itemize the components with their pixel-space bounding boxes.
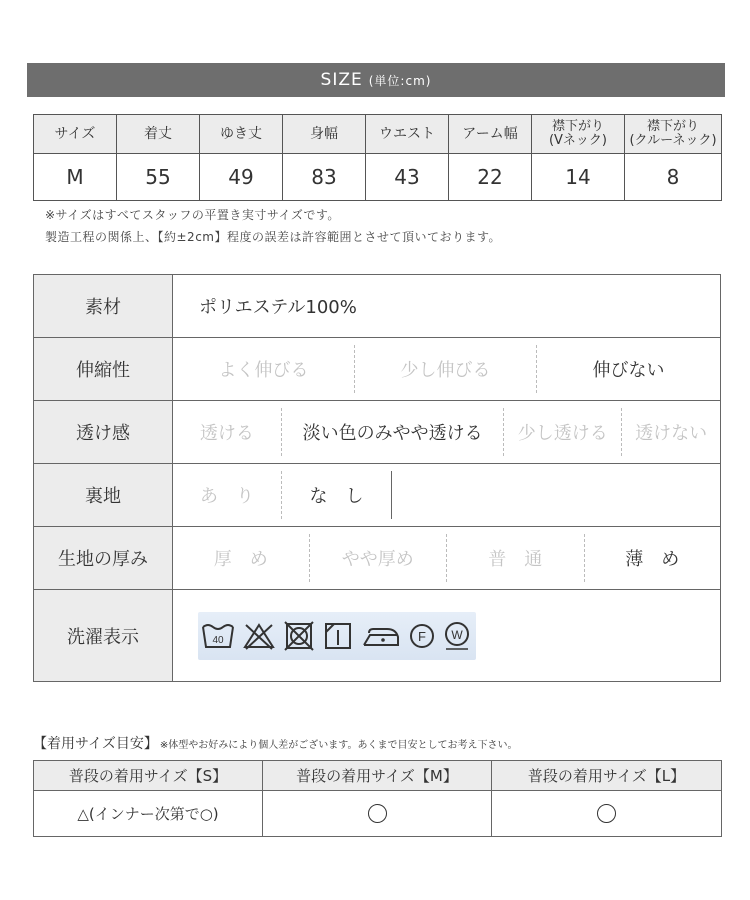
thickness-option-normal: 普 通 <box>447 534 585 582</box>
thickness-option-thick: 厚 め <box>173 534 310 582</box>
care-symbols <box>198 612 476 660</box>
sheer-label: 透け感 <box>34 401 173 464</box>
header-sleeve: ゆき丈 <box>200 115 283 154</box>
fit-guide-note: ※体型やお好みにより個人差がございます。あくまで目安としてお考え下さい。 <box>159 740 518 751</box>
sheer-option-not: 透けない <box>635 423 708 444</box>
stretch-label: 伸縮性 <box>34 338 173 401</box>
sheer-option-slightly: 少し透ける <box>504 408 622 456</box>
header-length: 着丈 <box>117 115 200 154</box>
line-dry-shade-icon <box>322 621 354 651</box>
size-note-1: ※サイズはすべてスタッフの平置き実寸サイズです。 <box>45 208 340 222</box>
material-value: ポリエステル100% <box>199 297 357 318</box>
header-waist: ウエスト <box>366 115 449 154</box>
thickness-option-thin: 薄 め <box>625 549 680 570</box>
stretch-option-high: よく伸びる <box>173 345 355 393</box>
thickness-row <box>34 527 721 590</box>
size-title: SIZE <box>320 70 363 90</box>
size-table <box>33 114 722 201</box>
care-label: 洗濯表示 <box>34 590 173 682</box>
value-waist: 43 <box>366 154 449 201</box>
size-header-bar <box>27 63 725 97</box>
lining-option-yes: あ り <box>173 471 282 519</box>
care-row <box>34 590 721 682</box>
fit-guide-title-block <box>33 733 517 753</box>
size-table-header-row <box>34 115 722 154</box>
fit-header-m: 普段の着用サイズ【M】 <box>263 761 492 791</box>
value-size: M <box>34 154 117 201</box>
fit-guide-table <box>33 760 722 837</box>
circle-mark <box>368 804 387 823</box>
wash-40-icon <box>201 621 235 651</box>
stretch-row <box>34 338 721 401</box>
sheer-row <box>34 401 721 464</box>
stretch-option-some: 少し伸びる <box>355 345 537 393</box>
wet-clean-w-icon <box>442 620 472 652</box>
header-neck-drop-crew: 襟下がり (クルーネック) <box>625 115 722 154</box>
fit-header-l: 普段の着用サイズ【L】 <box>492 761 722 791</box>
header-size: サイズ <box>34 115 117 154</box>
sheer-option-sheer: 透ける <box>173 408 282 456</box>
fit-guide-header-row <box>34 761 722 791</box>
no-bleach-icon <box>242 621 276 651</box>
header-neck-drop-v: 襟下がり (Vネック) <box>532 115 625 154</box>
size-note-2: 製造工程の関係上、【約±2cm】程度の誤差は許容範囲とさせて頂いております。 <box>45 230 502 244</box>
fit-value-m <box>263 791 492 837</box>
lining-option-no: な し <box>282 471 392 519</box>
value-sleeve: 49 <box>200 154 283 201</box>
value-length: 55 <box>117 154 200 201</box>
fit-value-l <box>492 791 722 837</box>
svg-text:W: W <box>451 627 464 642</box>
material-label: 素材 <box>34 275 173 338</box>
header-chest: 身幅 <box>283 115 366 154</box>
no-tumble-dry-icon <box>283 621 315 651</box>
fit-header-s: 普段の着用サイズ【S】 <box>34 761 263 791</box>
value-chest: 83 <box>283 154 366 201</box>
size-table-row <box>34 154 722 201</box>
lining-row <box>34 464 721 527</box>
fit-guide-row <box>34 791 722 837</box>
size-unit: (単位:cm) <box>368 73 432 88</box>
fit-guide-title: 【着用サイズ目安】 <box>33 736 158 752</box>
dry-clean-f-icon <box>408 621 436 651</box>
svg-text:40: 40 <box>212 634 224 646</box>
header-arm-width: アーム幅 <box>449 115 532 154</box>
circle-mark <box>597 804 616 823</box>
fit-value-s: △(インナー次第で○) <box>34 791 263 837</box>
thickness-option-slightly-thick: やや厚め <box>310 534 448 582</box>
lining-label: 裏地 <box>34 464 173 527</box>
svg-text:F: F <box>417 628 426 644</box>
stretch-option-none: 伸びない <box>592 360 665 381</box>
thickness-label: 生地の厚み <box>34 527 173 590</box>
low-iron-icon <box>361 621 401 651</box>
value-arm-width: 22 <box>449 154 532 201</box>
value-neck-drop-crew: 8 <box>625 154 722 201</box>
sheer-option-light-colors: 淡い色のみやや透ける <box>282 408 505 456</box>
material-row <box>34 275 721 338</box>
material-table <box>33 274 721 682</box>
value-neck-drop-v: 14 <box>532 154 625 201</box>
